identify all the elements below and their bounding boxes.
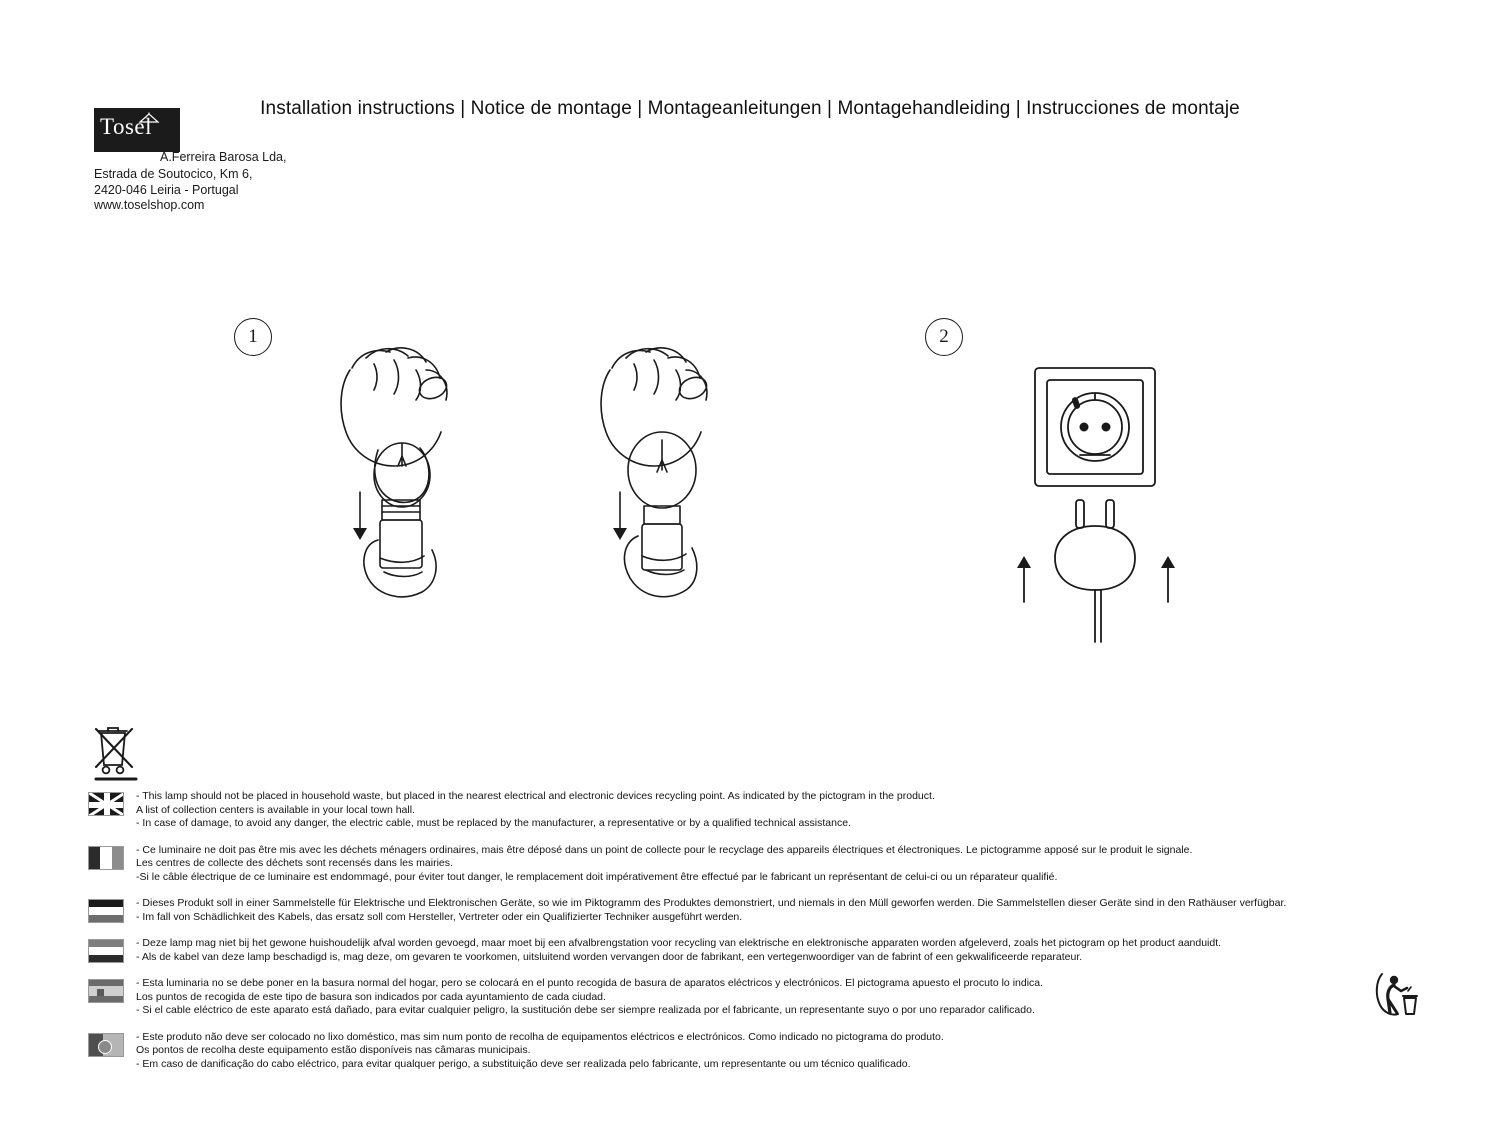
notice-line: A list of collection centers is available in your local town hall.	[136, 803, 415, 816]
notice-line: - Esta luminaria no se debe poner en la basura normal del hogar, pero se colocará en el punto recogida de basura de aparatos eléctricos y electrónicos. El pictograma apuesto el procuto lo indica.	[136, 977, 1044, 989]
notice-row	[88, 937, 1428, 964]
notice-line: - Dieses Produkt soll in einer Sammelstelle für Elektrische und Elektronischen Geräte, so wie im Piktogramm des Produktes demonstriert, und niemals in den Müll geworfen werden. Die Sammelstellen dieser Geräte sind in den Rathäuser verfügbar.	[136, 897, 1287, 909]
notice-line: - Si el cable eléctrico de este aparato está dañado, para evitar cualquier peligro, la sustitución debe ser siempre realizada por el fabricante, un representante suyo o por uno reparador calificado.	[136, 1004, 1035, 1016]
crossed-out-wheelie-bin-icon	[92, 727, 140, 783]
notice-line: Los puntos de recogida de este tipo de basura son indicados por cada ayuntamiento de cada ciudad.	[136, 990, 606, 1003]
notice-line: - This lamp should not be placed in household waste, but placed in the nearest electrical and electronic devices recycling point. As indicated by the pictogram in the product.	[136, 790, 935, 802]
notice-row	[88, 977, 1428, 1018]
flag-fr-icon	[88, 846, 124, 870]
notice-row	[88, 897, 1428, 924]
notice-line: -Si le câble électrique de ce luminaire est endommagé, pour éviter tout danger, le remplacement doit impérativement être effectué par le fabricant un représentant de celui-ci ou un réparateur qualifié.	[136, 870, 1058, 883]
notice-line: - Este produto não deve ser colocado no lixo doméstico, mas sim num ponto de recolha de equipamentos eléctricos e electrónicos. Como indicado no pictograma do produto.	[136, 1030, 944, 1043]
notice-line: - Ce luminaire ne doit pas être mis avec les déchets ménagers ordinaires, mais être déposé dans un point de collecte pour le recyclage des appareils électriques et électroniques. Le pictogramme apposé sur le produit le signale.	[136, 843, 1193, 856]
flag-uk-icon	[88, 792, 124, 816]
page-title: Installation instructions | Notice de montage | Montageanleitungen | Montagehandleiding | Instrucciones de montaje	[260, 98, 1240, 119]
wall-socket-and-plug-illustration	[1000, 350, 1220, 670]
company-address	[94, 167, 252, 214]
company-name: A.Ferreira Barosa Lda,	[160, 150, 287, 164]
notice-text-fr	[136, 844, 1192, 885]
notice-row	[88, 790, 1428, 831]
address-line-2: 2420-046 Leiria - Portugal	[94, 182, 239, 197]
notice-text-pt	[136, 1031, 944, 1072]
notice-line: - In case of damage, to avoid any danger, the electric cable, must be replaced by the manufacturer, a representative or by a qualified technical assistance.	[136, 817, 851, 829]
notice-line: - Deze lamp mag niet bij het gewone huishoudelijk afval worden gevoegd, maar moet bij een afvalbrengstation voor recycling van elektrische en elektronische apparaten worden afgeleverd, zoals het pictogram op het product aanduidt.	[136, 937, 1222, 949]
notice-line: - Als de kabel van deze lamp beschadigd is, mag deze, om gevaren te voorkomen, uitsluitend worden vervangen door de fabrikant, een vertegenwoordiger van de fabrint of een gekwalificeerde reparateur.	[136, 950, 1083, 963]
notice-text-es	[136, 977, 1043, 1018]
hand-holding-bulb-socket-down-arrow-illustration	[320, 340, 520, 630]
flag-de-icon	[88, 899, 124, 923]
notice-line: - Im fall von Schädlichkeit des Kabels, das ersatz soll com Hersteller, Vertreter oder ein Qualifizierter Techniker ausgeführt werden.	[136, 910, 743, 923]
notice-row	[88, 1031, 1428, 1072]
notice-text-nl	[136, 937, 1221, 964]
notice-text-en	[136, 790, 935, 831]
notice-text-de	[136, 897, 1286, 924]
man-throwing-litter-in-bin-icon	[1374, 971, 1418, 1017]
flag-pt-icon	[88, 1033, 124, 1057]
notice-line: Les centres de collecte des déchets sont recensés dans les mairies.	[136, 857, 453, 869]
lamp-icon	[138, 112, 160, 124]
notice-line: Os pontos de recolha deste equipamento estão disponíveis nas câmaras municipais.	[136, 1044, 531, 1056]
flag-nl-icon	[88, 939, 124, 963]
notice-line: - Em caso de danificação do cabo eléctrico, para evitar qualquer perigo, a substituição deve ser realizada pelo fabricante, um representante ou um técnico qualificado.	[136, 1057, 911, 1070]
notice-row	[88, 844, 1428, 885]
step-number-1: 1	[234, 318, 272, 356]
multilingual-notices	[88, 790, 1428, 1084]
address-line-1: Estrada de Soutocico, Km 6,	[94, 167, 253, 181]
flag-es-icon	[88, 979, 124, 1003]
tosel-logo	[94, 108, 180, 152]
website-url: www.toselshop.com	[94, 198, 205, 212]
brand-block	[94, 108, 514, 212]
logo-wordmark: Tosel	[100, 114, 152, 139]
step-number-2: 2	[925, 318, 963, 356]
hand-holding-bulb-inserted-down-arrow-illustration	[580, 340, 780, 630]
